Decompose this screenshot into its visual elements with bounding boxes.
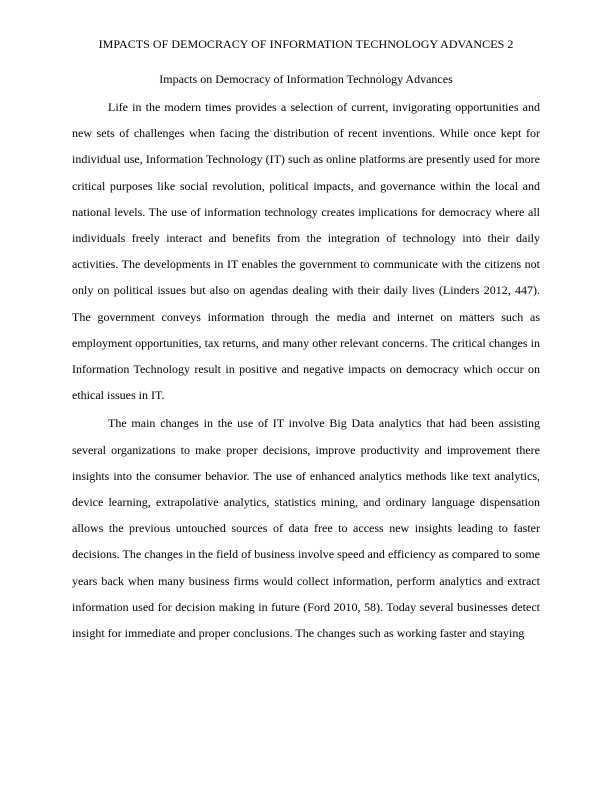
running-head: IMPACTS OF DEMOCRACY OF INFORMATION TECHNOLOGY ADVANCES 2 — [98, 37, 514, 51]
paragraph-2: The main changes in the use of IT involve Big Data analytics that had been assisting several organizations to make proper decisions, improve productivity and improvement there insights into the consumer behavior. The use of enhanced analytics methods like text analytics, device learning, extrapolative analytics, statistics mining, and ordinary language dispensation allows the previous untouched sources of data free to access new insights leading to faster decisions. The changes in the field of business involve speed and efficiency as compared to some years back when many business firms would collect information, perform analytics and extract information used for decision making in future (Ford 2010, 58). Today several businesses detect insight for immediate and proper conclusions. The changes such as working faster and staying — [72, 416, 540, 641]
paragraph-1: Life in the modern times provides a selection of current, invigorating opportunities and new sets of challenges when facing the distribution of recent inventions. While once kept for individual use, Information Technology (IT) such as online platforms are presently used for more critical purposes like social revolution, political impacts, and governance within the local and national levels. The use of information technology creates implications for democracy where all individuals freely interact and benefits from the integration of technology into their daily activities. The developments in IT enables the government to communicate with the citizens not only on political issues but also on agendas dealing with their daily lives (Linders 2012, 447). The government conveys information through the media and internet on matters such as employment opportunities, tax returns, and many other relevant concerns. The critical changes in Information Technology result in positive and negative impacts on democracy which occur on ethical issues in IT. — [72, 100, 540, 403]
document-title: Impacts on Democracy of Information Technology Advances — [159, 72, 453, 86]
document-body — [72, 94, 540, 646]
